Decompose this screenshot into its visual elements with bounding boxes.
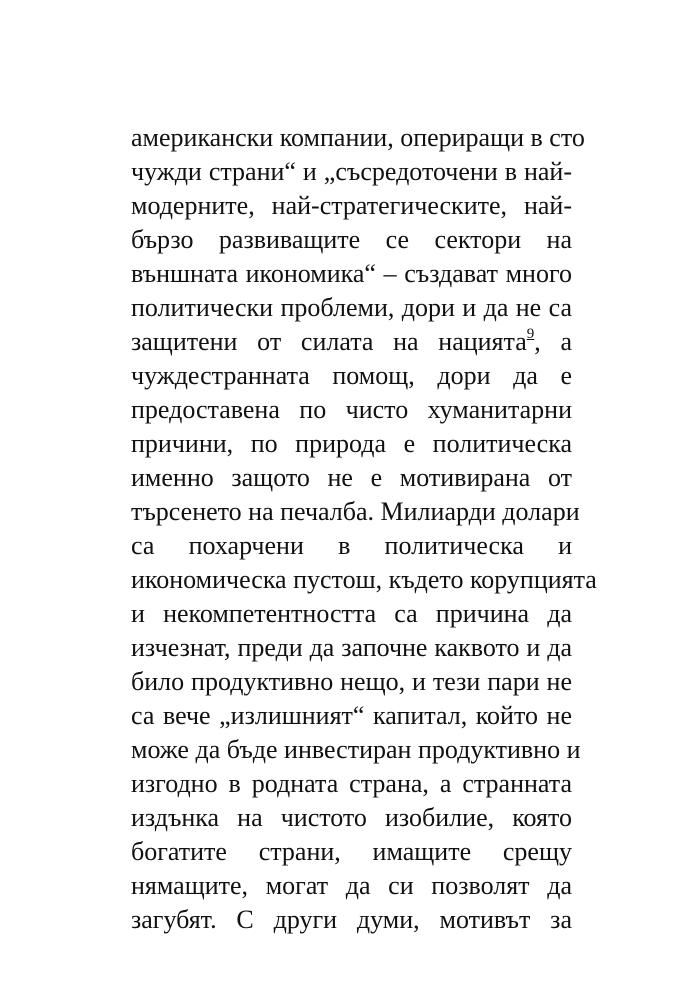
text-line-segment: , а — [534, 327, 572, 356]
text-line: може да бъде инвестиран продуктивно и — [131, 735, 581, 764]
text-line: чужди страни“ и „съсредоточени в най- — [131, 157, 572, 186]
text-line-with-footnote — [131, 325, 572, 359]
text-line: американски компании, опериращи в сто — [131, 123, 585, 152]
text-line: нямащите, могат да си позволят да — [131, 871, 572, 900]
text-line: издънка на чистото изобилие, която — [131, 803, 572, 832]
text-line: и некомпетентността са причина да — [131, 599, 572, 628]
text-line: външната икономика“ – създават много — [131, 259, 572, 288]
body-text — [131, 121, 597, 937]
text-line: било продуктивно нещо, и тези пари не — [131, 667, 572, 696]
text-line: изчезнат, преди да започне каквото и да — [131, 633, 572, 662]
text-line: модерните, най-стратегическите, най- — [131, 191, 572, 220]
text-line: политически проблеми, дори и да не са — [131, 293, 572, 322]
text-line: икономическа пустош, където корупцията — [131, 565, 597, 594]
text-line: чуждестранната помощ, дори да е — [131, 361, 572, 390]
text-line: изгодно в родната страна, а странната — [131, 769, 572, 798]
footnote-reference[interactable]: 9 — [526, 326, 535, 342]
text-line: богатите страни, имащите срещу — [131, 837, 572, 866]
text-line: предоставена по чисто хуманитарни — [131, 395, 572, 424]
text-line-segment: защитени от силата на нацията — [131, 327, 527, 356]
text-line: търсенето на печалба. Милиарди долари — [131, 497, 580, 526]
text-line: са вече „излишният“ капитал, който не — [131, 701, 572, 730]
text-line: бързо развиващите се сектори на — [131, 225, 572, 254]
text-line: причини, по природа е политическа — [131, 429, 572, 458]
text-line: загубят. С други думи, мотивът за — [131, 905, 572, 934]
text-line: са похарчени в политическа и — [131, 531, 572, 560]
text-line: именно защото не е мотивирана от — [131, 463, 572, 492]
